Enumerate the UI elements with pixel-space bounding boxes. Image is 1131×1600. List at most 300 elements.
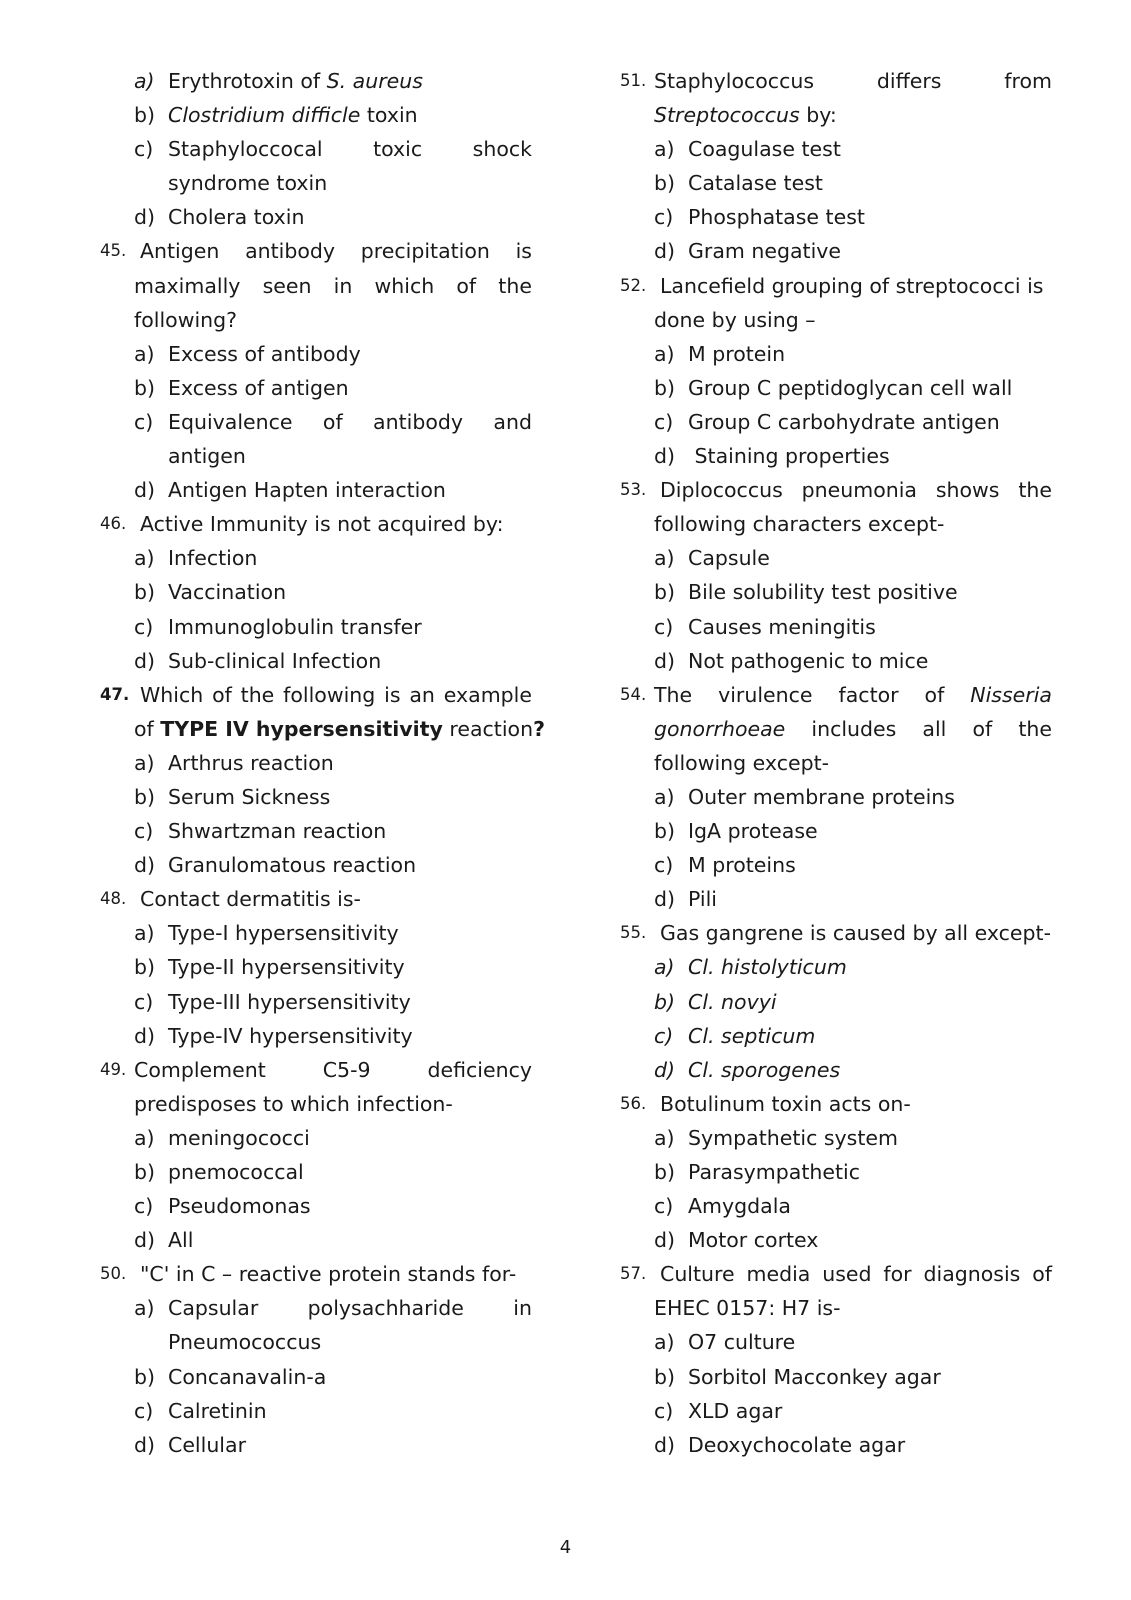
question-55 [620, 916, 1052, 950]
text-segment: Which [140, 682, 204, 707]
text-segment: Sympathetic system [688, 1125, 898, 1150]
option-label: d) [654, 887, 676, 912]
text-segment: and [493, 409, 532, 434]
question-number: 46. [100, 514, 127, 534]
text-segment: Cellular [168, 1432, 246, 1457]
text-segment: Culture [660, 1262, 735, 1287]
text-segment [654, 1121, 1052, 1155]
text-segment [654, 371, 1052, 405]
option-label: c) [654, 1194, 674, 1219]
text-segment [654, 1155, 1052, 1189]
text-segment: Diplococcus [660, 478, 783, 503]
text-segment: IgA protease [688, 819, 818, 844]
text-segment [134, 1223, 532, 1257]
text-segment [654, 780, 1052, 814]
text-segment [140, 678, 532, 712]
text-segment [134, 371, 532, 405]
option-label: b) [134, 375, 156, 400]
q48-option-d [100, 1019, 532, 1053]
option-label: b) [654, 819, 676, 844]
q56-option-b [620, 1155, 1052, 1189]
text-segment: Cl. septicum [688, 1023, 816, 1048]
text-segment [134, 814, 532, 848]
text-segment [134, 575, 532, 609]
q54-option-b [620, 814, 1052, 848]
text-segment: of [1032, 1262, 1052, 1287]
text-segment [660, 1257, 1052, 1291]
text-segment: M proteins [688, 853, 796, 878]
option-label: c) [134, 409, 154, 434]
text-segment [654, 337, 1052, 371]
text-segment: Streptococcus [654, 103, 800, 128]
text-segment: polysachharide [307, 1296, 464, 1321]
text-segment: Shwartzman reaction [168, 819, 387, 844]
text-segment: predisposes to which infection- [134, 1091, 453, 1116]
question-48 [100, 882, 532, 916]
text-segment: All [168, 1228, 194, 1253]
option-label: b) [134, 103, 156, 128]
text-segment: Parasympathetic [688, 1160, 860, 1184]
text-segment [134, 780, 532, 814]
option-label: d) [134, 1023, 156, 1048]
text-segment: toxin [360, 103, 418, 128]
text-segment: syndrome toxin [168, 171, 328, 196]
text-segment: Sorbitol Macconkey agar [688, 1364, 941, 1389]
q56-option-c [620, 1189, 1052, 1223]
text-segment [654, 950, 1052, 984]
question-number: 48. [100, 889, 127, 909]
option-label: a) [654, 1330, 675, 1355]
q47-option-b [100, 780, 532, 814]
q46-option-d [100, 644, 532, 678]
q49-option-c [100, 1189, 532, 1223]
q50-option-c [100, 1394, 532, 1428]
text-segment [134, 132, 532, 166]
option-label: c) [134, 989, 154, 1014]
question-53-cont [620, 507, 1052, 541]
text-segment [654, 1019, 1052, 1053]
text-segment: Cl. sporogenes [688, 1057, 841, 1082]
text-segment: Concanavalin-a [168, 1364, 327, 1389]
text-segment [134, 746, 532, 780]
text-segment: XLD agar [688, 1398, 783, 1423]
text-segment: is [515, 239, 532, 264]
text-segment [134, 644, 532, 678]
text-segment [134, 1121, 532, 1155]
text-segment: the [1018, 716, 1052, 741]
text-segment: Not pathogenic to mice [688, 648, 929, 673]
q51-option-d [620, 234, 1052, 268]
text-segment: Antigen [140, 239, 220, 264]
text-segment: following? [134, 307, 238, 332]
text-segment [654, 678, 1052, 712]
option-label: c) [654, 205, 674, 230]
text-segment: Active Immunity is not acquired by: [140, 512, 504, 537]
text-segment: Staphyloccocal [168, 137, 323, 162]
text-segment: Antigen Hapten interaction [168, 478, 446, 503]
text-segment: Infection [168, 546, 258, 571]
text-segment: Arthrus reaction [168, 750, 334, 775]
q48-option-a [100, 916, 532, 950]
text-segment: following characters except- [654, 512, 945, 537]
q52-option-d [620, 439, 1052, 473]
text-segment [654, 1189, 1052, 1223]
question-49 [100, 1053, 532, 1087]
text-segment: Capsular [168, 1296, 259, 1321]
option-label: b) [654, 1364, 676, 1389]
option-label: c) [654, 853, 674, 878]
q57-option-c [620, 1394, 1052, 1428]
q53-option-a [620, 541, 1052, 575]
text-segment [134, 1360, 532, 1394]
text-segment: ? [533, 716, 545, 741]
option-label: b) [654, 375, 676, 400]
text-segment: Gram negative [688, 239, 842, 264]
option-label: d) [134, 1432, 156, 1457]
option-label: b) [654, 580, 676, 605]
option-label: a) [134, 69, 155, 93]
q46-option-a [100, 541, 532, 575]
text-segment: Group C peptidoglycan cell wall [688, 375, 1013, 400]
text-segment: an [409, 682, 435, 707]
option-label: a) [654, 137, 675, 162]
text-segment [168, 132, 532, 166]
text-segment [654, 1053, 1052, 1087]
text-segment: gonorrhoeae [654, 716, 786, 741]
text-segment [134, 712, 545, 746]
option-label: a) [134, 1296, 155, 1321]
q44-option-c [100, 132, 532, 166]
q57-option-b [620, 1360, 1052, 1394]
q51-option-c [620, 200, 1052, 234]
text-segment: "C' in C – reactive protein stands for- [140, 1262, 517, 1287]
text-segment: seen [262, 273, 312, 298]
option-label: c) [134, 1398, 154, 1423]
text-segment [654, 610, 1052, 644]
question-number: 47. [100, 684, 130, 704]
question-57 [620, 1257, 1052, 1291]
q57-option-d [620, 1428, 1052, 1462]
q47-option-c [100, 814, 532, 848]
question-51-cont [620, 98, 1052, 132]
text-segment [654, 405, 1052, 439]
text-segment: Erythrotoxin of [168, 69, 327, 93]
question-46 [100, 507, 532, 541]
option-label: c) [134, 614, 154, 639]
q53-option-d [620, 644, 1052, 678]
question-54-cont [620, 712, 1052, 746]
text-segment: pnemococcal [168, 1160, 304, 1184]
text-segment [134, 985, 532, 1019]
text-segment: TYPE IV hypersensitivity [160, 716, 443, 741]
question-number: 49. [100, 1059, 127, 1079]
text-segment [134, 541, 532, 575]
text-segment [134, 1291, 532, 1325]
question-54 [620, 678, 1052, 712]
right-column [620, 64, 1052, 1462]
question-number: 54. [620, 684, 647, 704]
text-segment: The [654, 682, 693, 707]
text-segment: Bile solubility test positive [688, 580, 958, 605]
question-52 [620, 269, 1052, 303]
text-segment [654, 848, 1052, 882]
text-segment: done by using – [654, 307, 816, 332]
text-segment [134, 200, 532, 234]
option-label: d) [134, 478, 156, 503]
text-segment: which [374, 273, 435, 298]
text-segment: shows [935, 478, 1000, 503]
text-segment: shock [472, 137, 532, 162]
text-segment: Gas gangrene is caused by all except- [660, 921, 1051, 946]
question-52-cont [620, 303, 1052, 337]
text-segment: Equivalence [168, 409, 293, 434]
question-49-cont [100, 1087, 532, 1121]
q44-option-b [100, 98, 532, 132]
option-label: b) [134, 1160, 156, 1184]
text-segment: EHEC 0157: H7 is- [654, 1296, 841, 1321]
option-label: c) [134, 1194, 154, 1219]
option-label: c) [134, 819, 154, 844]
text-segment: M protein [688, 341, 786, 366]
text-segment [654, 1428, 1052, 1462]
question-number: 57. [620, 1264, 647, 1284]
text-segment [654, 132, 1052, 166]
option-label: b) [654, 171, 676, 196]
text-segment: of [972, 716, 993, 741]
text-segment: Clostridium difficle [168, 103, 361, 128]
text-segment [134, 916, 532, 950]
option-label: a) [134, 546, 155, 571]
q52-option-a [620, 337, 1052, 371]
text-segment: Type-IV hypersensitivity [168, 1023, 413, 1048]
question-54-cont2 [620, 746, 1052, 780]
option-label: b) [654, 989, 676, 1014]
text-segment: the [1018, 478, 1052, 503]
text-segment: Immunoglobulin transfer [168, 614, 422, 639]
option-label: d) [134, 853, 156, 878]
page-number: 4 [559, 1537, 572, 1558]
text-segment: precipitation [360, 239, 490, 264]
option-label: c) [654, 1023, 674, 1048]
q50-option-d [100, 1428, 532, 1462]
q45-option-a [100, 337, 532, 371]
q52-option-b [620, 371, 1052, 405]
option-label: c) [654, 614, 674, 639]
option-label: b) [134, 1364, 156, 1389]
question-number: 53. [620, 480, 647, 500]
question-47-cont [100, 712, 545, 746]
q46-option-c [100, 610, 532, 644]
q55-option-a [620, 950, 1052, 984]
text-segment [134, 1155, 532, 1189]
text-segment: in [513, 1296, 532, 1321]
question-45 [100, 234, 532, 268]
text-segment: Causes meningitis [688, 614, 876, 639]
q46-option-b [100, 575, 532, 609]
text-segment [168, 1291, 532, 1325]
text-segment: differs [876, 69, 942, 93]
q56-option-a [620, 1121, 1052, 1155]
q45-option-c-cont [100, 439, 532, 473]
text-segment [654, 712, 1052, 746]
text-segment [654, 882, 1052, 916]
text-segment: Staphylococcus [654, 69, 815, 93]
text-segment [654, 644, 1052, 678]
text-segment: meningococci [168, 1125, 310, 1150]
q44-option-c-cont [100, 166, 532, 200]
question-number: 45. [100, 241, 127, 261]
q50-option-a-cont [100, 1325, 532, 1359]
text-segment [654, 98, 1052, 132]
text-segment: of [212, 682, 232, 707]
q53-option-b [620, 575, 1052, 609]
text-segment: antibody [245, 239, 336, 264]
text-segment: Contact dermatitis is- [140, 887, 361, 912]
text-segment: Catalase test [688, 171, 823, 196]
text-segment [134, 848, 532, 882]
option-label: a) [654, 955, 675, 980]
q45-option-b [100, 371, 532, 405]
text-segment: Type-III hypersensitivity [168, 989, 411, 1014]
text-segment: the [240, 682, 275, 707]
text-segment: all [922, 716, 947, 741]
text-segment [654, 200, 1052, 234]
q45-option-c [100, 405, 532, 439]
q57-option-a [620, 1325, 1052, 1359]
option-label: a) [654, 546, 675, 571]
text-segment: by: [799, 103, 837, 128]
text-segment [660, 473, 1052, 507]
text-segment: includes [811, 716, 897, 741]
text-segment: Vaccination [168, 580, 287, 605]
text-segment: S. aureus [326, 69, 423, 93]
text-segment [654, 985, 1052, 1019]
text-segment: Amygdala [688, 1194, 791, 1219]
option-label: a) [134, 1125, 155, 1150]
text-segment [654, 1325, 1052, 1359]
option-label: d) [134, 648, 156, 673]
text-segment [134, 98, 532, 132]
text-segment [134, 473, 532, 507]
text-segment: of [456, 273, 477, 298]
text-segment: following [283, 682, 376, 707]
option-label: d) [654, 648, 676, 673]
question-number: 55. [620, 923, 647, 943]
text-segment [654, 1223, 1052, 1257]
option-label: c) [654, 409, 674, 434]
q48-option-c [100, 985, 532, 1019]
text-segment [654, 166, 1052, 200]
question-47 [100, 678, 532, 712]
q52-option-c [620, 405, 1052, 439]
text-segment: reaction [442, 716, 534, 741]
question-number: 50. [100, 1264, 127, 1284]
option-label: d) [134, 1228, 156, 1253]
text-segment [134, 1019, 532, 1053]
option-label: c) [134, 137, 154, 162]
text-segment: Coagulase test [688, 137, 841, 162]
text-segment: is [384, 682, 401, 707]
option-label: a) [134, 341, 155, 366]
option-label: d) [654, 239, 676, 264]
q54-option-a [620, 780, 1052, 814]
option-label: b) [134, 580, 156, 605]
text-segment: Type-II hypersensitivity [168, 955, 405, 980]
q47-option-d [100, 848, 532, 882]
question-57-cont [620, 1291, 1052, 1325]
text-segment [134, 1428, 532, 1462]
text-segment [134, 405, 532, 439]
text-segment [654, 439, 1052, 473]
q47-option-a [100, 746, 532, 780]
text-segment [654, 814, 1052, 848]
text-segment: Outer membrane proteins [688, 784, 955, 809]
q50-option-b [100, 1360, 532, 1394]
q49-option-b [100, 1155, 532, 1189]
question-45-cont2 [100, 303, 532, 337]
text-segment [168, 405, 532, 439]
q51-option-a [620, 132, 1052, 166]
option-label: d) [654, 1432, 676, 1457]
option-label: a) [654, 341, 675, 366]
text-segment [654, 234, 1052, 268]
text-segment: Type-I hypersensitivity [168, 921, 399, 946]
option-label: b) [654, 1160, 676, 1184]
text-segment: pneumonia [801, 478, 917, 503]
q50-option-a [100, 1291, 532, 1325]
text-segment: C5-9 [322, 1057, 371, 1082]
text-segment: used [822, 1262, 872, 1287]
text-segment: of [924, 682, 945, 707]
text-segment [654, 541, 1052, 575]
option-label: d) [654, 1228, 676, 1253]
question-number: 52. [620, 275, 647, 295]
text-segment: deficiency [427, 1057, 532, 1082]
q44-option-d [100, 200, 532, 234]
q55-option-c [620, 1019, 1052, 1053]
q53-option-c [620, 610, 1052, 644]
text-segment [134, 269, 532, 303]
question-number: 56. [620, 1093, 647, 1113]
option-label: c) [654, 1398, 674, 1423]
text-segment: the [498, 273, 532, 298]
text-segment [134, 950, 532, 984]
option-label: d) [654, 1057, 676, 1082]
text-segment: diagnosis [923, 1262, 1021, 1287]
text-segment [654, 64, 1052, 98]
text-segment: Group C carbohydrate antigen [688, 409, 1000, 434]
text-segment: Pneumococcus [168, 1330, 322, 1355]
option-label: b) [134, 784, 156, 809]
text-segment: antibody [373, 409, 464, 434]
text-segment: Granulomatous reaction [168, 853, 417, 878]
text-segment: Cl. novyi [688, 989, 777, 1014]
text-segment: Excess of antigen [168, 375, 349, 400]
text-segment [134, 1189, 532, 1223]
text-segment: of [322, 409, 343, 434]
text-segment: Capsule [688, 546, 770, 571]
option-label: d) [654, 444, 676, 469]
question-51 [620, 64, 1052, 98]
text-segment: Excess of antibody [168, 341, 361, 366]
option-label: d) [134, 205, 156, 230]
text-segment: Pseudomonas [168, 1194, 311, 1219]
text-segment: Cl. histolyticum [688, 955, 847, 980]
text-segment: of [134, 716, 161, 741]
text-segment: Calretinin [168, 1398, 267, 1423]
text-segment [654, 575, 1052, 609]
text-segment [134, 1053, 532, 1087]
